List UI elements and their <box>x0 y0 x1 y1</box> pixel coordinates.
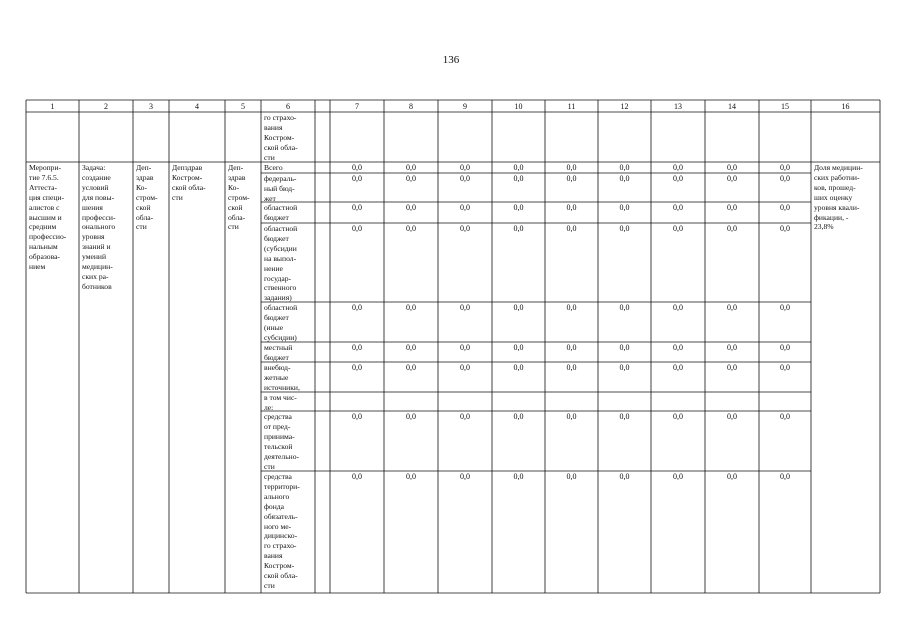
funding-value: 0,0 <box>566 472 577 481</box>
continued-source-text-line: вания <box>264 122 283 132</box>
target-indicator-line: ских работни- <box>814 172 860 182</box>
funding-value: 0,0 <box>352 412 362 421</box>
column-header-6: 6 <box>286 102 290 111</box>
column-header-9: 9 <box>463 102 467 111</box>
measure-responsible-line: Ко- <box>228 182 240 192</box>
funding-value: 0,0 <box>619 224 630 233</box>
funding-value: 0,0 <box>727 303 737 312</box>
measure-name-line: Меропри- <box>29 163 62 172</box>
target-indicator-line: Доля медицин- <box>814 163 863 172</box>
funding-source-0-line: Всего <box>264 163 283 172</box>
funding-value: 0,0 <box>727 343 737 352</box>
measure-task-line: Задача: <box>82 163 106 172</box>
funding-value: 0,0 <box>352 224 362 233</box>
funding-source-3 <box>264 224 314 303</box>
funding-source-8-line: от пред- <box>264 421 291 431</box>
measure-task-line: уровня <box>82 232 105 242</box>
funding-source-5 <box>264 343 314 363</box>
funding-value: 0,0 <box>727 224 737 233</box>
funding-value: 0,0 <box>566 203 577 212</box>
funding-value: 0,0 <box>780 163 790 172</box>
funding-value: 0,0 <box>460 163 470 172</box>
column-header-3: 3 <box>149 102 153 111</box>
funding-source-1-line: федераль- <box>264 174 297 183</box>
funding-source-9-line: го страхо- <box>264 541 297 551</box>
measure-task-line: медицин- <box>82 262 113 272</box>
funding-source-6-line: внебюд- <box>264 363 291 372</box>
funding-value: 0,0 <box>513 224 524 233</box>
funding-source-7-line: в том чис- <box>264 393 297 402</box>
target-indicator-line: 23,8% <box>814 222 834 232</box>
funding-source-1-line: жет <box>264 193 276 203</box>
funding-source-6-line: источники, <box>264 382 300 392</box>
column-header-15: 15 <box>781 102 789 111</box>
funding-value: 0,0 <box>406 203 416 212</box>
column-header-14: 14 <box>728 102 736 111</box>
funding-source-9-line: ного ме- <box>264 521 292 531</box>
page-number: 136 <box>442 54 460 66</box>
funding-value: 0,0 <box>406 174 416 183</box>
funding-source-9-line: дицинско- <box>264 531 298 541</box>
measure-responsible-line: ской <box>228 202 243 212</box>
funding-source-5-line: местный <box>264 343 293 352</box>
funding-source-6-line: жетные <box>264 372 289 382</box>
funding-source-9-line: ской обла- <box>264 571 298 581</box>
funding-source-9 <box>264 472 314 591</box>
funding-value: 0,0 <box>780 203 790 212</box>
funding-source-9-line: Костром- <box>264 561 295 571</box>
column-header-11: 11 <box>567 102 576 111</box>
funding-source-3-line: на выпол- <box>264 253 297 263</box>
funding-value: 0,0 <box>727 472 737 481</box>
funding-value: 0,0 <box>352 203 362 212</box>
funding-value: 0,0 <box>406 363 416 372</box>
funding-value: 0,0 <box>460 363 470 372</box>
measure-coexecutor-line: сти <box>172 192 183 202</box>
measure-executor-line: здрав <box>136 172 154 182</box>
measure-task-line: создание <box>82 172 111 182</box>
measure-task-line: умений <box>82 252 107 262</box>
funding-value: 0,0 <box>460 174 470 183</box>
funding-value: 0,0 <box>352 472 362 481</box>
column-header-4: 4 <box>195 102 199 111</box>
funding-source-8-line: принима- <box>264 431 295 441</box>
funding-source-9-line: сти <box>264 580 275 590</box>
funding-value: 0,0 <box>513 472 524 481</box>
column-header-10: 10 <box>514 102 523 111</box>
measure-name-line: тие 7.6.5. <box>29 172 59 182</box>
funding-source-4-line: (иные <box>264 322 284 332</box>
funding-source-3-line: задания) <box>264 293 292 303</box>
funding-source-8-line: сти <box>264 461 275 471</box>
measure-task-line: знаний и <box>82 242 111 252</box>
funding-value: 0,0 <box>460 203 470 212</box>
funding-value: 0,0 <box>673 363 683 372</box>
funding-value: 0,0 <box>727 174 737 183</box>
funding-source-2 <box>264 203 314 223</box>
funding-source-3-line: нение <box>264 263 283 273</box>
funding-value: 0,0 <box>673 472 683 481</box>
measure-name-line: нальным <box>29 242 58 252</box>
measure-name-line: ция специ- <box>29 192 64 202</box>
funding-value: 0,0 <box>566 174 577 183</box>
continued-source-text-line: го страхо- <box>264 113 297 122</box>
funding-value: 0,0 <box>619 412 630 421</box>
funding-value: 0,0 <box>352 343 362 352</box>
funding-value: 0,0 <box>406 224 416 233</box>
funding-value: 0,0 <box>406 472 416 481</box>
funding-value: 0,0 <box>352 163 362 172</box>
measure-name-line: высшим и <box>29 212 62 222</box>
funding-value: 0,0 <box>673 174 683 183</box>
funding-source-8 <box>264 412 314 471</box>
funding-value: 0,0 <box>619 203 630 212</box>
measure-executor-line: стром- <box>136 192 158 202</box>
funding-value: 0,0 <box>406 163 416 172</box>
measure-executor-line: ской <box>136 202 151 212</box>
funding-value: 0,0 <box>780 343 790 352</box>
funding-source-3-line: бюджет <box>264 233 289 243</box>
column-header-2: 2 <box>104 102 108 111</box>
funding-source-1-line: ный бюд- <box>264 183 295 193</box>
measure-coexecutor-line: Депздрав <box>172 163 203 172</box>
funding-value: 0,0 <box>513 363 524 372</box>
funding-value: 0,0 <box>566 224 577 233</box>
funding-value: 0,0 <box>673 203 683 212</box>
column-header-1: 1 <box>50 102 55 111</box>
measure-task <box>82 163 132 292</box>
target-indicator-line: ших оценку <box>814 192 853 202</box>
measure-responsible-line: обла- <box>228 212 246 222</box>
continued-source-text-line: ской обла- <box>264 142 298 152</box>
measure-responsible-line: здрав <box>228 172 246 182</box>
measure-name-line: профессио- <box>29 232 67 242</box>
funding-value: 0,0 <box>673 412 683 421</box>
measure-responsible-line: сти <box>228 222 239 232</box>
funding-source-2-line: бюджет <box>264 212 289 222</box>
target-indicator <box>814 163 878 232</box>
column-header-8: 8 <box>409 102 413 111</box>
funding-value: 0,0 <box>673 224 683 233</box>
funding-value: 0,0 <box>780 363 790 372</box>
funding-value: 0,0 <box>460 224 470 233</box>
funding-source-9-line: средства <box>264 472 292 481</box>
funding-value: 0,0 <box>513 203 524 212</box>
funding-value: 0,0 <box>673 303 683 312</box>
column-header-16: 16 <box>841 102 850 111</box>
funding-value: 0,0 <box>727 163 737 172</box>
funding-source-9-line: фонда <box>264 501 285 511</box>
measure-executor-line: Ко- <box>136 182 148 192</box>
funding-source-9-line: ального <box>264 491 290 501</box>
funding-value: 0,0 <box>460 303 470 312</box>
measure-task-line: для повы- <box>82 192 115 202</box>
funding-source-4 <box>264 303 314 343</box>
funding-value: 0,0 <box>673 343 683 352</box>
measure-task-line: ботников <box>82 281 112 291</box>
funding-value: 0,0 <box>727 412 737 421</box>
funding-source-4-line: бюджет <box>264 312 289 322</box>
funding-source-8-line: тельской <box>264 441 293 451</box>
continued-source-text-line: Костром- <box>264 132 295 142</box>
measure-executor-line: сти <box>136 222 147 232</box>
funding-source-4-line: субсидии) <box>264 332 297 342</box>
target-indicator-line: фикации, - <box>814 212 849 222</box>
measure-coexecutor-line: Костром- <box>172 172 203 182</box>
funding-source-9-line: вания <box>264 551 283 561</box>
column-header-7: 7 <box>355 102 359 111</box>
funding-value: 0,0 <box>780 412 790 421</box>
funding-source-0 <box>264 163 314 173</box>
continued-source-text <box>264 113 314 163</box>
funding-value: 0,0 <box>619 303 630 312</box>
funding-source-7 <box>264 393 314 413</box>
funding-value: 0,0 <box>406 303 416 312</box>
measure-name-line: средним <box>29 222 57 232</box>
measure-name-line: нием <box>29 262 46 272</box>
measure-responsible-line: Деп- <box>228 163 244 172</box>
funding-source-2-line: областной <box>264 203 298 212</box>
funding-value: 0,0 <box>566 412 577 421</box>
funding-value: 0,0 <box>566 363 577 372</box>
funding-source-4-line: областной <box>264 303 298 312</box>
funding-value: 0,0 <box>780 303 790 312</box>
measure-responsible <box>228 163 260 232</box>
funding-value: 0,0 <box>513 303 524 312</box>
funding-value: 0,0 <box>619 163 630 172</box>
funding-value: 0,0 <box>513 163 524 172</box>
measure-executor <box>136 163 168 232</box>
funding-value: 0,0 <box>460 343 470 352</box>
funding-source-5-line: бюджет <box>264 352 289 362</box>
funding-source-8-line: средства <box>264 412 292 421</box>
funding-value: 0,0 <box>352 303 362 312</box>
funding-value: 0,0 <box>780 224 790 233</box>
funding-source-6 <box>264 363 314 393</box>
funding-source-3-line: (субсидии <box>264 243 297 253</box>
funding-value: 0,0 <box>352 174 362 183</box>
measure-coexecutor-line: ской обла- <box>172 182 206 192</box>
funding-source-7-line: ле: <box>264 402 274 412</box>
funding-value: 0,0 <box>619 343 630 352</box>
measure-executor-line: Деп- <box>136 163 152 172</box>
funding-source-9-line: территори- <box>264 481 300 491</box>
funding-value: 0,0 <box>780 472 790 481</box>
funding-source-3-line: ственного <box>264 283 297 293</box>
column-header-12: 12 <box>620 102 629 111</box>
funding-value: 0,0 <box>352 363 362 372</box>
funding-value: 0,0 <box>566 343 577 352</box>
funding-value: 0,0 <box>780 174 790 183</box>
column-header-5: 5 <box>241 102 245 111</box>
funding-value: 0,0 <box>460 412 470 421</box>
funding-value: 0,0 <box>619 472 630 481</box>
target-indicator-line: уровня квали- <box>814 202 860 212</box>
measure-coexecutor <box>172 163 224 203</box>
target-indicator-line: ков, прошед- <box>814 182 856 192</box>
funding-value: 0,0 <box>406 343 416 352</box>
funding-value: 0,0 <box>619 363 630 372</box>
funding-value: 0,0 <box>513 174 524 183</box>
measure-task-line: онального <box>82 222 116 232</box>
continued-source-text-line: сти <box>264 152 275 162</box>
funding-value: 0,0 <box>513 412 524 421</box>
column-header-13: 13 <box>674 102 682 111</box>
measure-executor-line: обла- <box>136 212 154 222</box>
funding-value: 0,0 <box>673 163 683 172</box>
funding-source-9-line: обязатель- <box>264 511 298 521</box>
funding-source-8-line: деятельно- <box>264 451 300 461</box>
funding-source-3-line: областной <box>264 224 298 233</box>
funding-source-1 <box>264 174 314 204</box>
funding-source-3-line: государ- <box>264 273 292 283</box>
funding-value: 0,0 <box>727 363 737 372</box>
measure-task-line: професси- <box>82 212 116 222</box>
measure-task-line: ских ра- <box>82 271 109 281</box>
funding-value: 0,0 <box>406 412 416 421</box>
measure-name <box>29 163 78 272</box>
measure-name-line: алистов с <box>29 202 60 212</box>
funding-value: 0,0 <box>513 343 524 352</box>
funding-value: 0,0 <box>566 303 577 312</box>
measure-name-line: образова- <box>29 252 60 262</box>
measure-name-line: Аттеста- <box>29 182 57 192</box>
measure-task-line: условий <box>82 182 109 192</box>
funding-value: 0,0 <box>566 163 577 172</box>
funding-value: 0,0 <box>619 174 630 183</box>
funding-value: 0,0 <box>460 472 470 481</box>
measure-task-line: шения <box>82 202 103 212</box>
funding-value: 0,0 <box>727 203 737 212</box>
measure-responsible-line: стром- <box>228 192 250 202</box>
